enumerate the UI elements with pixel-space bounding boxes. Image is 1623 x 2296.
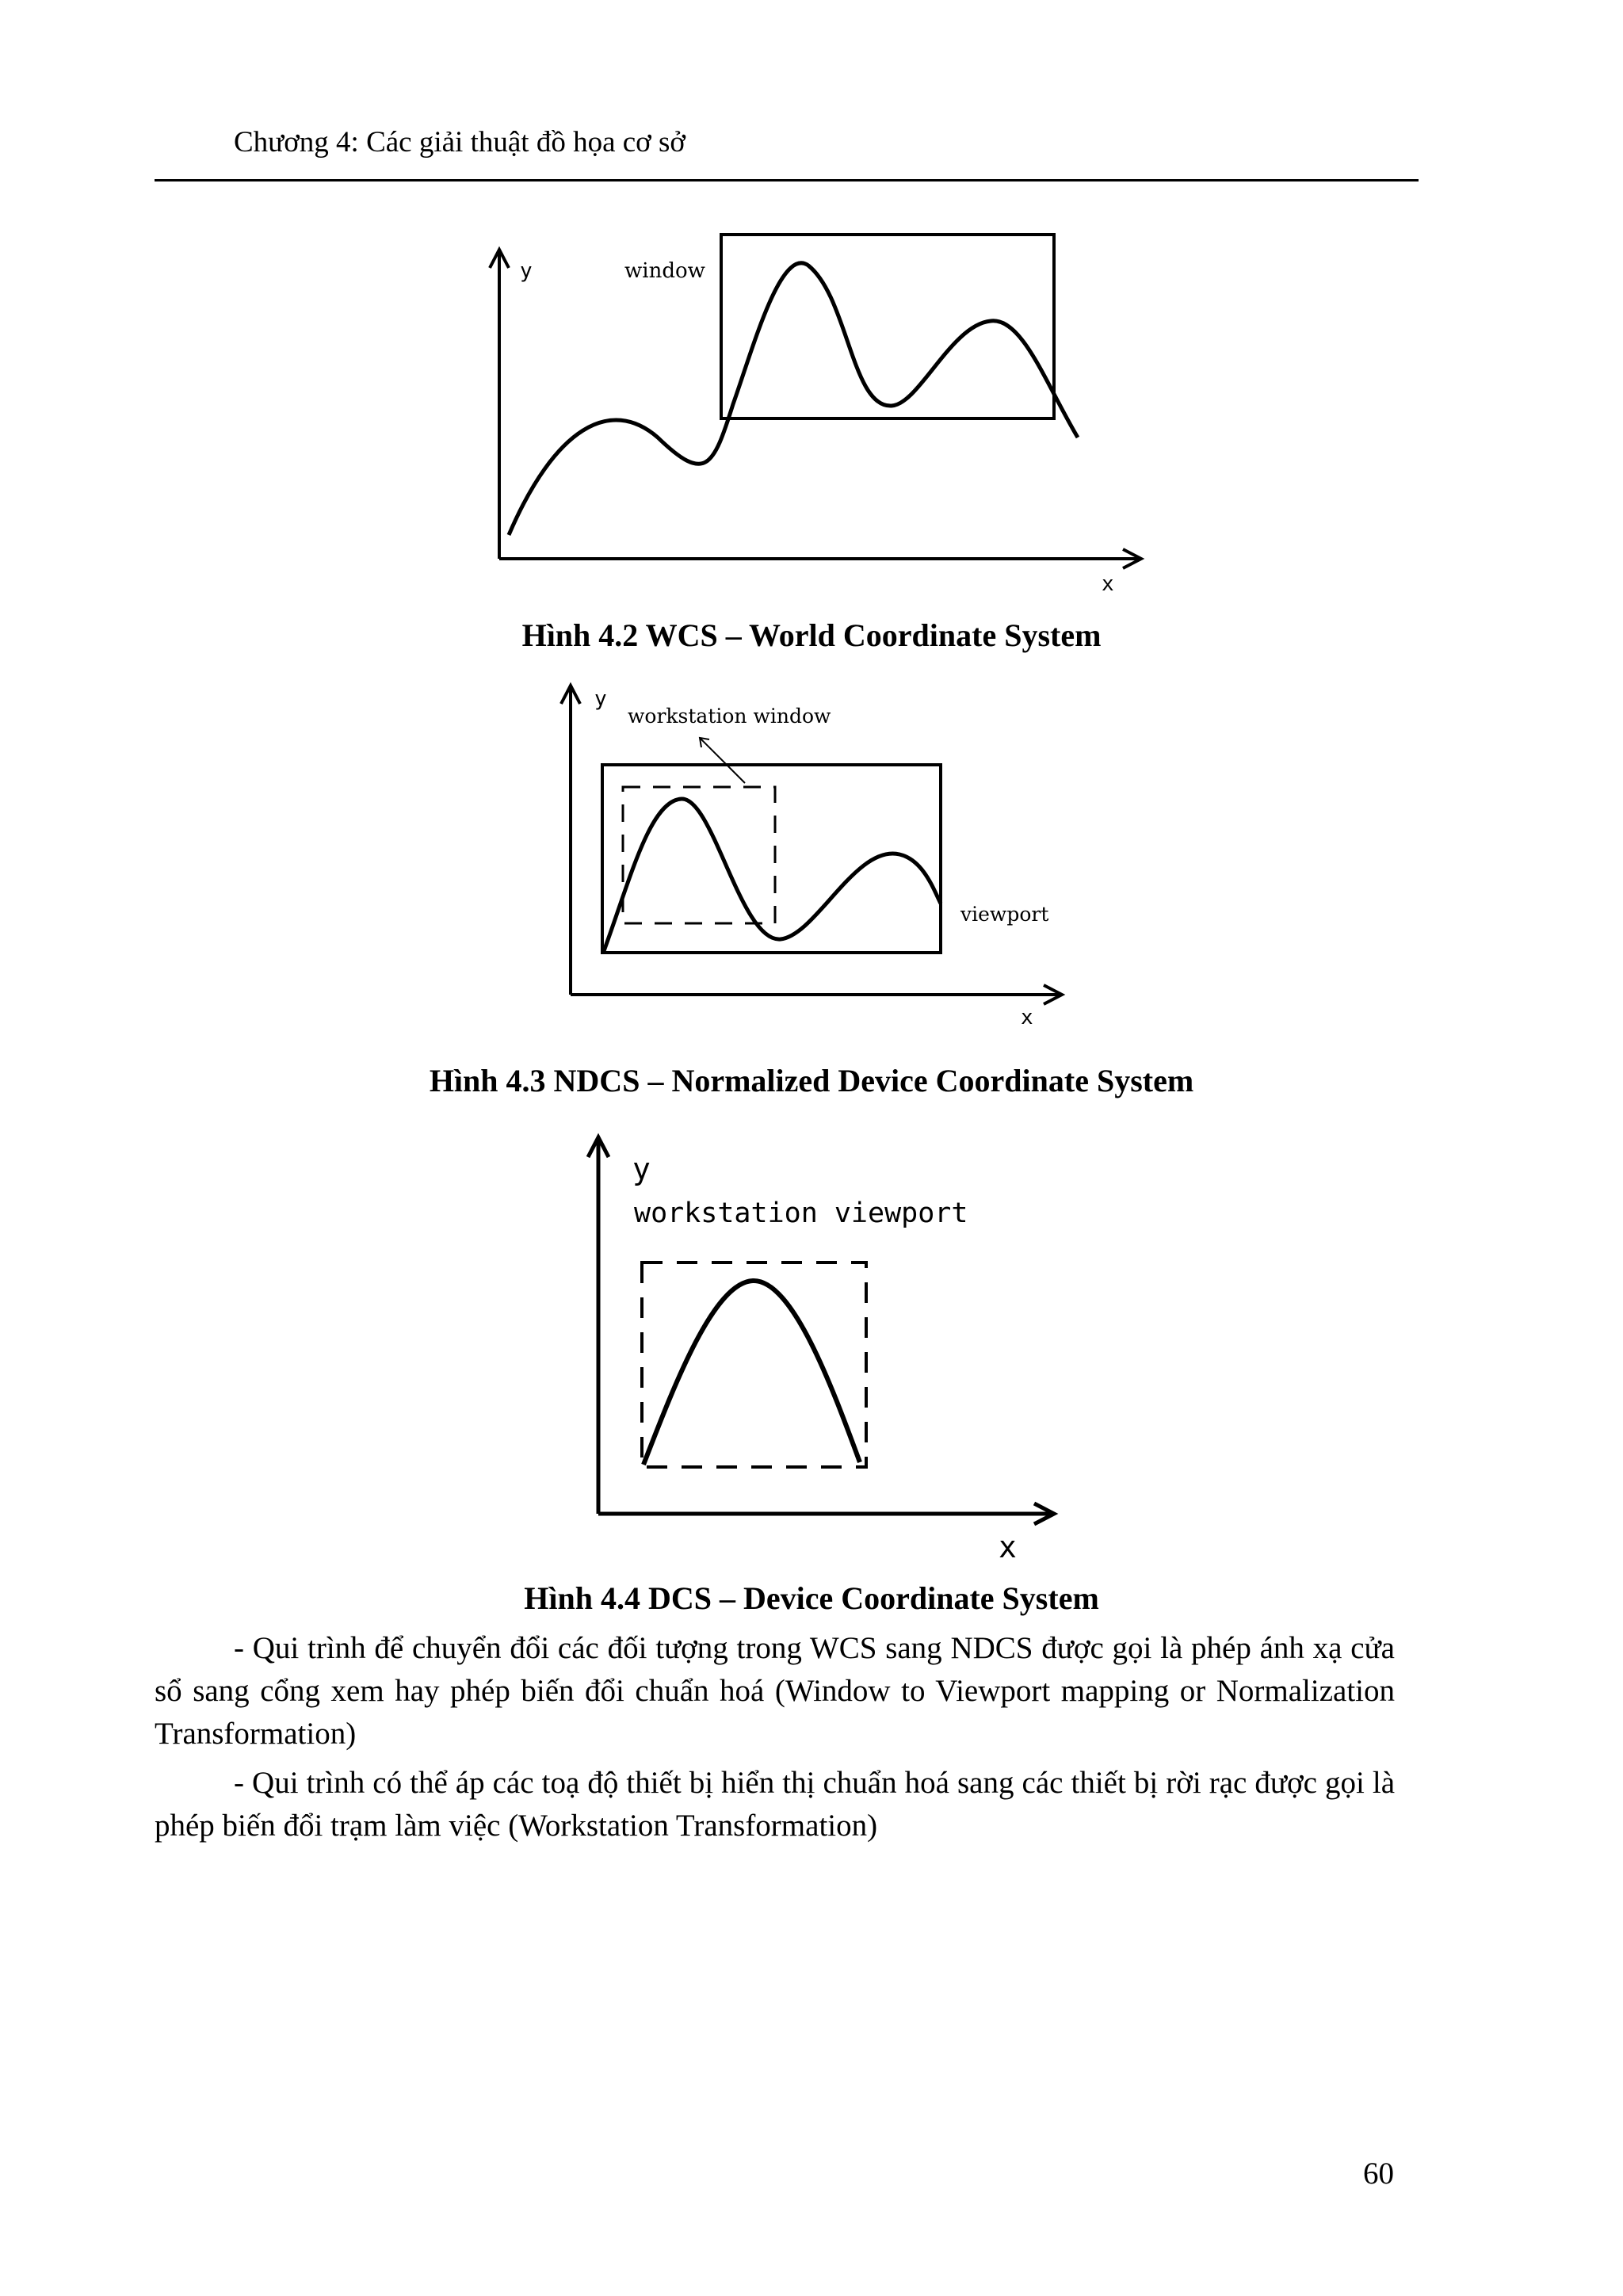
header-divider [155, 179, 1419, 181]
window-rectangle [721, 235, 1054, 418]
workstation-window-label: workstation window [628, 705, 831, 728]
page-number: 60 [1363, 2157, 1394, 2191]
workstation-window-rectangle [623, 787, 775, 923]
y-axis-label: y [632, 1152, 651, 1186]
caption-figure-4-2: Hình 4.2 WCS – World Coordinate System [521, 617, 1102, 653]
normalized-curve [604, 799, 941, 951]
viewport-label: viewport [960, 903, 1049, 926]
paragraph-workstation: - Qui trình có thể áp các toạ độ thiết bị hiển thị chuẩn hoá sang các thiết bị rời rạc được gọi là phép biến đổi trạm làm việc (Workstation Transformation) [155, 1766, 1395, 1843]
workstation-viewport-label: workstation viewport [634, 1198, 968, 1229]
caption-figure-4-4: Hình 4.4 DCS – Device Coordinate System [524, 1580, 1099, 1616]
caption-figure-4-3: Hình 4.3 NDCS – Normalized Device Coordinate System [429, 1063, 1194, 1098]
workstation-viewport-rectangle [642, 1263, 866, 1467]
figure-dcs [579, 1125, 1070, 1569]
x-axis-label: x [999, 1530, 1017, 1564]
ndcs-diagram [555, 682, 1078, 1038]
wcs-diagram [475, 230, 1157, 602]
pointer-arrow [700, 738, 745, 783]
paragraph-normalization: - Qui trình để chuyển đổi các đối tượng trong WCS sang NDCS được gọi là phép ánh xạ cửa sổ sang cổng xem hay phép biến đổi chuẩn hoá (Window to Viewport mapping or Normalization Transformation) [155, 1631, 1395, 1751]
dcs-diagram [579, 1125, 1070, 1569]
chapter-header: Chương 4: Các giải thuật đồ họa cơ sở [234, 126, 685, 159]
y-axis-label: y [594, 687, 607, 711]
figure-ndcs [555, 682, 1078, 1038]
viewport-rectangle [602, 765, 941, 953]
x-axis-label: x [1021, 1006, 1033, 1030]
figure-wcs [475, 230, 1157, 602]
body-text [155, 1627, 1395, 1847]
y-axis-label: y [520, 259, 533, 283]
world-curve [509, 263, 1078, 535]
x-axis-label: x [1102, 572, 1114, 596]
device-curve [643, 1281, 860, 1465]
window-label: window [624, 259, 705, 283]
